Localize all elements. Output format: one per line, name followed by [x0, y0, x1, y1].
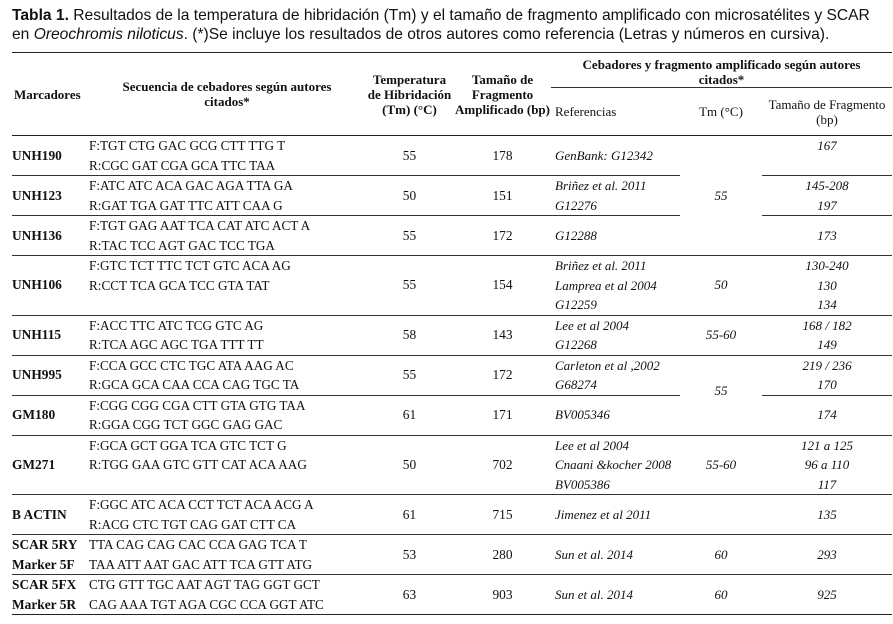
fragment-size-cell: 168 / 182 149: [762, 315, 892, 355]
header-temperatura: Temperatura de Hibridación (Tm) (°C): [365, 53, 454, 136]
marker-cell: UNH123: [12, 176, 89, 216]
primer-sequence: TTA CAG CAG CAC CCA GAG TCA T TAA ATT AAT GAC ATT TCA GTT ATG: [89, 535, 365, 575]
tm-cell: 60: [680, 575, 762, 615]
caption-species: Oreochromis niloticus: [33, 26, 184, 43]
tm-cell: [680, 216, 762, 256]
temp-value: 50: [365, 435, 454, 495]
header-tamano-fragmento: Tamaño de Fragmento (bp): [762, 88, 892, 136]
size-value: 903: [454, 575, 551, 615]
caption-label: Tabla 1.: [12, 7, 69, 24]
marker-cell: GM180: [12, 395, 89, 435]
temp-value: 61: [365, 495, 454, 535]
fragment-size-cell: 219 / 236 170: [762, 355, 892, 395]
results-table: [12, 52, 892, 615]
reference-cell: Briñez et al. 2011 Lamprea et al 2004 G12259: [551, 256, 680, 316]
size-value: 143: [454, 315, 551, 355]
temp-value: 58: [365, 315, 454, 355]
fragment-size-cell: 167: [762, 136, 892, 176]
fragment-size-cell: 174: [762, 395, 892, 435]
size-value: 151: [454, 176, 551, 216]
size-value: 178: [454, 136, 551, 176]
header-secuencia: Secuencia de cebadores según autores citados*: [89, 53, 365, 136]
header-tamano: Tamaño de Fragmento Amplificado (bp): [454, 53, 551, 136]
temp-value: 55: [365, 355, 454, 395]
primer-sequence: CTG GTT TGC AAT AGT TAG GGT GCT CAG AAA TGT AGA CGC CCA GGT ATC: [89, 575, 365, 615]
table-caption: [12, 6, 884, 44]
marker-cell: B ACTIN: [12, 495, 89, 535]
reference-cell: Carleton et al ,2002 G68274: [551, 355, 680, 395]
primer-sequence: F:CCA GCC CTC TGC ATA AAG AC R:GCA GCA CAA CCA CAG TGC TA: [89, 355, 365, 395]
tm-cell: [680, 495, 762, 535]
tm-cell: 55-60: [680, 435, 762, 495]
fragment-size-cell: 130-240 130 134: [762, 256, 892, 316]
reference-cell: Jimenez et al 2011: [551, 495, 680, 535]
fragment-size-cell: 135: [762, 495, 892, 535]
marker-cell: UNH995: [12, 355, 89, 395]
marker-cell: SCAR 5FX Marker 5R: [12, 575, 89, 615]
caption-text-2: . (*)Se incluye los resultados de otros autores como referencia (Letras y números en cursiva).: [183, 26, 830, 43]
tm-cell: [680, 136, 762, 176]
fragment-size-cell: 145-208 197: [762, 176, 892, 216]
reference-cell: Sun et al. 2014: [551, 575, 680, 615]
temp-value: 61: [365, 395, 454, 435]
size-value: 171: [454, 395, 551, 435]
temp-value: 53: [365, 535, 454, 575]
primer-sequence: F:GTC TCT TTC TCT GTC ACA AG R:CCT TCA GCA TCC GTA TAT: [89, 256, 365, 316]
primer-sequence: F:GGC ATC ACA CCT TCT ACA ACG A R:ACG CTC TGT CAG GAT CTT CA: [89, 495, 365, 535]
header-referencias: Referencias: [551, 88, 680, 136]
primer-sequence: F:CGG CGG CGA CTT GTA GTG TAA R:GGA CGG TCT GGC GAG GAC: [89, 395, 365, 435]
header-group: Cebadores y fragmento amplificado según autores citados*: [551, 53, 892, 88]
temp-value: 50: [365, 176, 454, 216]
fragment-size-cell: 293: [762, 535, 892, 575]
size-value: 172: [454, 355, 551, 395]
marker-cell: SCAR 5RY Marker 5F: [12, 535, 89, 575]
marker-cell: UNH136: [12, 216, 89, 256]
header-marcadores: Marcadores: [12, 53, 89, 136]
marker-cell: UNH190: [12, 136, 89, 176]
reference-cell: Lee et al 2004 Cnaani &kocher 2008 BV005386: [551, 435, 680, 495]
caption-text-1: Resultados de la temperatura de hibridación (Tm) y el tamaño de fragmento amplificado con microsatélites y SCAR en: [12, 7, 870, 43]
primer-sequence: F:GCA GCT GGA TCA GTC TCT G R:TGG GAA GTC GTT CAT ACA AAG: [89, 435, 365, 495]
size-value: 154: [454, 256, 551, 316]
primer-sequence: F:TGT GAG AAT TCA CAT ATC ACT A R:TAC TCC AGT GAC TCC TGA: [89, 216, 365, 256]
tm-cell: 55-60: [680, 315, 762, 355]
primer-sequence: F:ATC ATC ACA GAC AGA TTA GA R:GAT TGA GAT TTC ATT CAA G: [89, 176, 365, 216]
temp-value: 55: [365, 136, 454, 176]
size-value: 172: [454, 216, 551, 256]
primer-sequence: F:ACC TTC ATC TCG GTC AG R:TCA AGC AGC TGA TTT TT: [89, 315, 365, 355]
reference-cell: G12288: [551, 216, 680, 256]
tm-cell: 50: [680, 256, 762, 316]
fragment-size-cell: 925: [762, 575, 892, 615]
reference-cell: Sun et al. 2014: [551, 535, 680, 575]
marker-cell: UNH106: [12, 256, 89, 316]
primer-sequence: F:TGT CTG GAC GCG CTT TTG T R:CGC GAT CGA GCA TTC TAA: [89, 136, 365, 176]
header-tm: Tm (°C): [680, 88, 762, 136]
reference-cell: Briñez et al. 2011 G12276: [551, 176, 680, 216]
temp-value: 55: [365, 216, 454, 256]
fragment-size-cell: 173: [762, 216, 892, 256]
size-value: 702: [454, 435, 551, 495]
temp-value: 63: [365, 575, 454, 615]
marker-cell: UNH115: [12, 315, 89, 355]
size-value: 280: [454, 535, 551, 575]
marker-cell: GM271: [12, 435, 89, 495]
fragment-size-cell: 121 a 125 96 a 110 117: [762, 435, 892, 495]
reference-cell: BV005346: [551, 395, 680, 435]
tm-cell: 55: [714, 187, 728, 203]
reference-cell: GenBank: G12342: [551, 136, 680, 176]
reference-cell: Lee et al 2004 G12268: [551, 315, 680, 355]
temp-value: 55: [365, 256, 454, 316]
tm-cell: 55: [714, 383, 728, 398]
tm-cell: 60: [680, 535, 762, 575]
size-value: 715: [454, 495, 551, 535]
